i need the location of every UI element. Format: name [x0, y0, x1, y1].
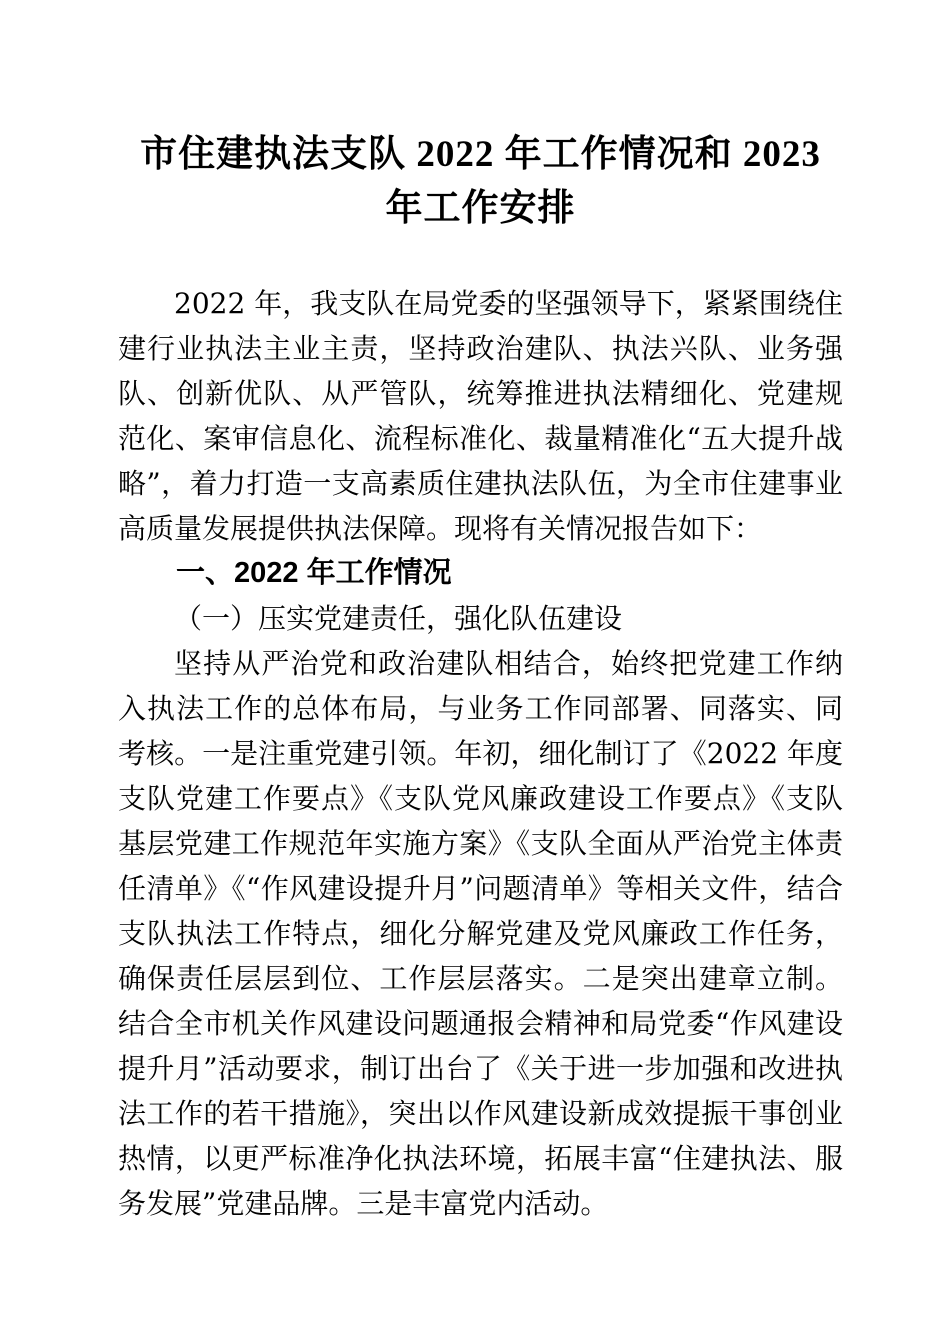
intro-paragraph: 2022 年，我支队在局党委的坚强领导下，紧紧围绕住建行业执法主业主责，坚持政治建队、执法兴队、业务强队、创新优队、从严管队，统筹推进执法精细化、党建规范化、案审信息化、流程标准化、裁量精准化“五大提升战略”，着力打造一支高素质住建执法队伍，为全市住建事业高质量发展提供执法保障。现将有关情况报告如下：	[118, 287, 843, 545]
section-heading-1: 一、2022 年工作情况	[176, 557, 452, 589]
document-title: 市住建执法支队 2022 年工作情况和 2023 年工作安排	[140, 134, 821, 229]
subsection-paragraph-1-1: 坚持从严治党和政治建队相结合，始终把党建工作纳入执法工作的总体布局，与业务工作同部署、同落实、同考核。一是注重党建引领。年初，细化制订了《2022 年度支队党建工作要点》《支队党风廉政建设工作要点》《支队基层党建工作规范年实施方案》《支队全面从严治党主体责任清单》《“作风建设提升月”问题清单》等相关文件，结合支队执法工作特点，细化分解党建及党风廉政工作任务，确保责任层层到位、工作层层落实。二是突出建章立制。结合全市机关作风建设问题通报会精神和局党委“作风建设提升月”活动要求，制订出台了《关于进一步加强和改进执法工作的若干措施》，突出以作风建设新成效提振干事创业热情，以更严标准净化执法环境，拓展丰富“住建执法、服务发展”党建品牌。三是丰富党内活动。	[118, 647, 843, 1220]
subsection-heading-1-1: （一）压实党建责任，强化队伍建设	[174, 602, 623, 635]
